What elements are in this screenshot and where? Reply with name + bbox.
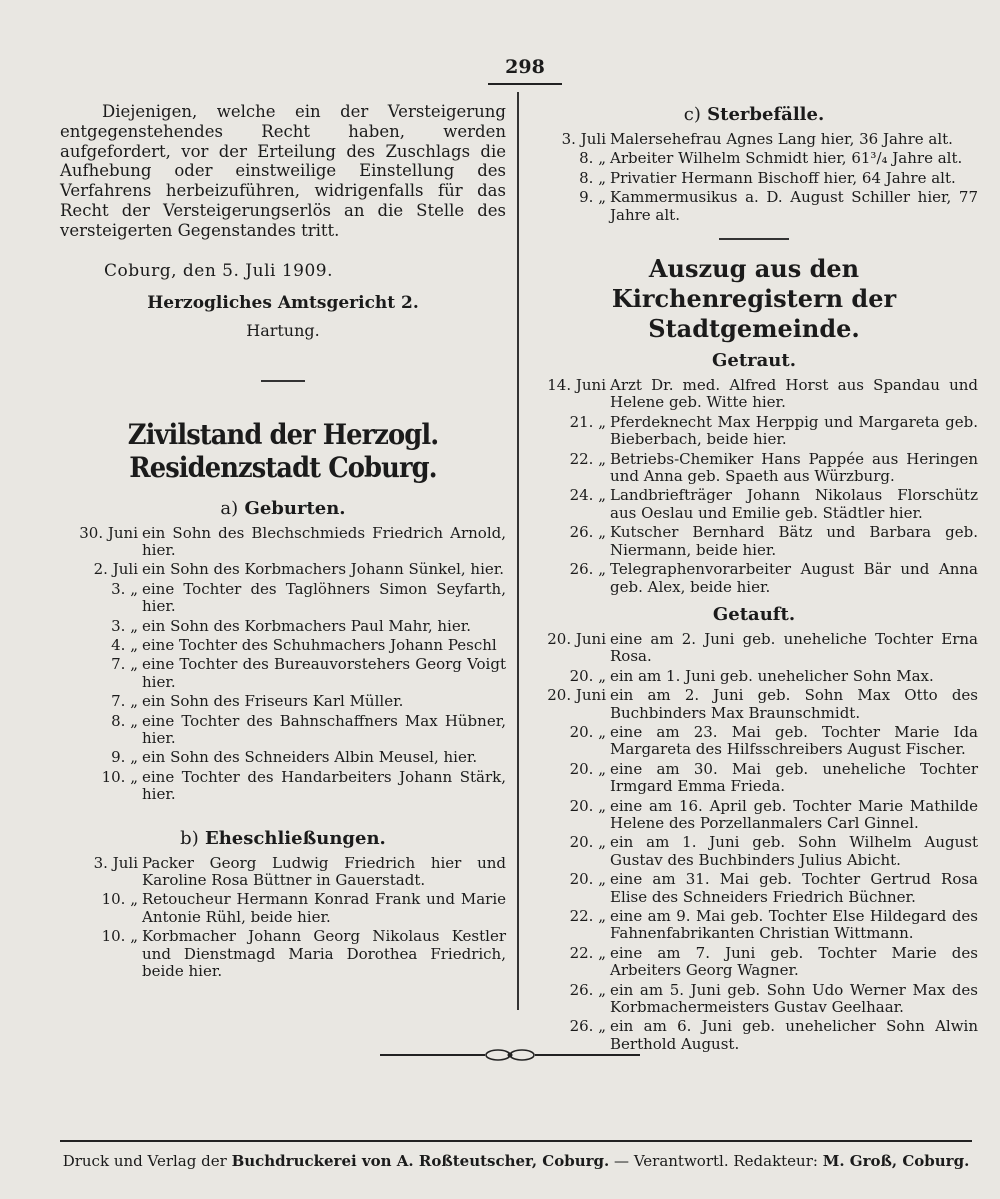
- list-item: [530, 631, 978, 666]
- entry-text: ein Sohn des Korbmachers Johann Sünkel, hier.: [142, 560, 505, 579]
- list-item: [530, 451, 978, 486]
- entry-date: 20. „: [569, 722, 606, 741]
- entry-date: 24. „: [569, 486, 606, 505]
- entry-text: ein Sohn des Korbmachers Paul Mahr, hier.: [142, 616, 472, 635]
- list-item: [530, 377, 978, 412]
- marriages-title: Eheschließungen.: [205, 827, 386, 849]
- entry-date: 22. „: [569, 943, 606, 962]
- entry-date: 10. „: [101, 767, 138, 786]
- list-item: [530, 982, 978, 1017]
- entry-date: 20. Juni: [547, 686, 606, 705]
- entry-date: 30. Juni: [79, 523, 138, 542]
- column-divider: [517, 92, 519, 1010]
- entry-date: 22. „: [569, 449, 606, 468]
- deaths-list: [530, 131, 978, 224]
- entry-date: 20. Juni: [547, 629, 606, 648]
- entry-date: 8. „: [579, 168, 606, 187]
- births-heading: [60, 498, 506, 519]
- imprint-printer: Buchdruckerei von A. Roßteutscher, Coburg.: [231, 1152, 610, 1170]
- entry-date: 20. „: [569, 796, 606, 815]
- right-column: [530, 96, 978, 1055]
- entry-text: Kutscher Bernhard Bätz und Barbara geb. Niermann, beide hier.: [610, 523, 978, 559]
- entry-text: eine am 30. Mai geb. uneheliche Tochter Irmgard Emma Frieda.: [610, 759, 978, 796]
- list-item: [60, 525, 506, 560]
- baptized-list: [530, 631, 978, 1053]
- entry-text: eine Tochter des Handarbeiters Johann Stärk, hier.: [142, 767, 506, 804]
- entry-text: eine Tochter des Bahnschaffners Max Hübner, hier.: [142, 711, 506, 748]
- entry-text: eine Tochter des Bureauvorstehers Georg Voigt hier.: [142, 655, 506, 691]
- list-item: [60, 713, 506, 748]
- births-title: Geburten.: [244, 497, 346, 519]
- entry-date: 9. „: [579, 188, 606, 207]
- entry-date: 7. „: [111, 692, 138, 711]
- entry-text: ein am 1. Juni geb. unehelicher Sohn Max.: [610, 666, 934, 685]
- entry-date: 22. „: [569, 907, 606, 925]
- entry-date: 9. „: [111, 748, 138, 767]
- entry-date: 26. „: [569, 980, 606, 999]
- list-item: [530, 150, 978, 167]
- entry-text: Betriebs-Chemiker Hans Pappée aus Heringen und Anna geb. Spaeth aus Würzburg.: [610, 449, 978, 486]
- list-item: [530, 170, 978, 187]
- entry-text: Packer Georg Ludwig Friedrich hier und Karoline Rosa Büttner in Gauerstadt.: [142, 853, 506, 890]
- entry-date: 20. „: [569, 759, 606, 778]
- page-number: 298: [505, 56, 545, 78]
- deaths-heading: [530, 104, 978, 125]
- section-rule: [261, 380, 305, 382]
- births-list: [60, 525, 506, 804]
- entry-text: Malersehefrau Agnes Lang hier, 36 Jahre alt.: [610, 130, 953, 148]
- entry-text: Landbriefträger Johann Nikolaus Florschütz aus Oeslau und Emilie geb. Städtler hier.: [610, 486, 978, 522]
- list-item: [60, 891, 506, 926]
- list-item: [530, 724, 978, 759]
- entry-date: 7. „: [111, 655, 138, 674]
- list-item: [530, 131, 978, 148]
- entry-date: 3. „: [111, 579, 138, 598]
- entry-text: ein Sohn des Blechschmieds Friedrich Arnold, hier.: [142, 523, 506, 559]
- married-heading: Getraut.: [712, 350, 796, 372]
- civil-registry-heading: Zivilstand der Herzogl. Residenzstadt Coburg.: [127, 417, 439, 484]
- list-item: [530, 668, 978, 685]
- entry-date: 20. „: [569, 666, 606, 685]
- list-item: [60, 656, 506, 691]
- entry-text: eine Tochter des Taglöhners Simon Seyfarth, hier.: [142, 579, 506, 616]
- entry-date: 8. „: [579, 149, 606, 168]
- entry-date: 2. Juli: [93, 560, 138, 579]
- list-item: [530, 524, 978, 559]
- entry-text: Korbmacher Johann Georg Nikolaus Kestler und Dienstmagd Maria Dorothea Friedrich, beide hier.: [142, 927, 506, 981]
- entry-date: 4. „: [111, 636, 138, 655]
- entry-text: Kammermusikus a. D. August Schiller hier, 77 Jahre alt.: [610, 188, 978, 224]
- entry-text: eine am 31. Mai geb. Tochter Gertrud Rosa Elise des Schneiders Friedrich Büchner.: [610, 870, 978, 906]
- entry-text: eine am 7. Juni geb. Tochter Marie des Arbeiters Georg Wagner.: [610, 943, 978, 980]
- entry-text: eine Tochter des Schuhmachers Johann Peschl: [142, 636, 497, 655]
- entry-date: 10. „: [101, 890, 138, 909]
- list-item: [60, 749, 506, 766]
- list-item: [60, 693, 506, 710]
- imprint-editor-label: — Verantwortl. Redakteur:: [614, 1152, 818, 1170]
- footer-rule: [60, 1140, 972, 1142]
- list-item: [60, 928, 506, 980]
- list-item: [60, 769, 506, 804]
- list-item: [530, 414, 978, 449]
- list-item: [60, 855, 506, 890]
- entry-date: 26. „: [569, 1017, 606, 1036]
- marriages-heading: [60, 828, 506, 849]
- list-item: [530, 761, 978, 796]
- entry-text: ein am 1. Juni geb. Sohn Wilhelm August Gustav des Buchbinders Julius Abicht.: [610, 833, 978, 869]
- list-item: [60, 581, 506, 616]
- entry-text: ein am 6. Juni geb. unehelicher Sohn Alwin Berthold August.: [610, 1017, 978, 1053]
- entry-date: 21. „: [569, 412, 606, 431]
- entry-text: Privatier Hermann Bischoff hier, 64 Jahre alt.: [610, 168, 956, 187]
- entry-date: 20. „: [569, 870, 606, 889]
- list-item: [530, 189, 978, 224]
- section-rule: [719, 238, 789, 240]
- list-item: [60, 637, 506, 654]
- imprint-editor: M. Groß, Coburg.: [822, 1152, 970, 1170]
- list-item: [530, 834, 978, 869]
- entry-text: eine am 9. Mai geb. Tochter Else Hildegard des Fahnenfabrikanten Christian Wittmann.: [610, 907, 978, 943]
- signature: Hartung.: [246, 320, 320, 340]
- imprint: [60, 1152, 972, 1170]
- entry-text: ein Sohn des Friseurs Karl Müller.: [142, 692, 404, 711]
- entry-text: Arbeiter Wilhelm Schmidt hier, 61³/₄ Jahre alt.: [610, 149, 963, 168]
- entry-date: 8. „: [111, 711, 138, 730]
- list-item: [60, 618, 506, 635]
- entry-text: Pferdeknecht Max Herppig und Margareta geb. Bieberbach, beide hier.: [610, 412, 978, 449]
- entry-date: 26. „: [569, 560, 606, 579]
- entry-text: Retoucheur Hermann Konrad Frank und Marie Antonie Rühl, beide hier.: [142, 890, 506, 926]
- entry-text: ein am 5. Juni geb. Sohn Udo Werner Max des Korbmachermeisters Gustav Geelhaar.: [610, 980, 978, 1017]
- married-list: [530, 377, 978, 596]
- entry-text: Telegraphenvorarbeiter August Bär und Anna geb. Alex, beide hier.: [610, 560, 978, 596]
- entry-date: 10. „: [101, 927, 138, 946]
- baptized-heading: Getauft.: [712, 603, 796, 625]
- deaths-letter: c): [683, 104, 701, 125]
- entry-date: 26. „: [569, 523, 606, 542]
- entry-date: 3. Juli: [93, 853, 138, 872]
- entry-text: eine am 23. Mai geb. Tochter Marie Ida Margareta des Hilfsschreibers August Fischer.: [610, 722, 978, 759]
- marriages-list: [60, 855, 506, 981]
- list-item: [530, 871, 978, 906]
- entry-date: 3. „: [111, 616, 138, 635]
- page-number-rule: [488, 83, 562, 85]
- court-name: Herzogliches Amtsgericht 2.: [147, 292, 419, 313]
- auction-notice-paragraph: Diejenigen, welche ein der Versteigerung entgegenstehendes Recht haben, werden aufgefordert, vor der Erteilung des Zuschlags die Aufhebung oder einstweilige Einstellung des Verfahrens herbeizuführen, widrigenfalls für das Recht der Versteigerungserlös an die Stelle des versteigerten Gegenstandes tritt.: [60, 102, 506, 240]
- imprint-lead: Druck und Verlag der: [62, 1152, 227, 1170]
- list-item: [60, 561, 506, 578]
- list-item: [530, 908, 978, 943]
- entry-text: ein Sohn des Schneiders Albin Meusel, hier.: [142, 748, 478, 767]
- entry-date: 20. „: [569, 833, 606, 852]
- list-item: [530, 798, 978, 833]
- ornament-divider: [380, 1042, 640, 1068]
- deaths-title: Sterbefälle.: [707, 104, 825, 125]
- place-date: Coburg, den 5. Juli 1909.: [104, 260, 334, 281]
- entry-text: Arzt Dr. med. Alfred Horst aus Spandau und Helene geb. Witte hier.: [610, 376, 978, 412]
- marriages-letter: b): [180, 827, 199, 849]
- list-item: [530, 561, 978, 596]
- list-item: [530, 687, 978, 722]
- entry-date: 3. Juli: [561, 130, 606, 148]
- births-letter: a): [220, 497, 239, 519]
- church-registry-heading: Auszug aus den Kirchenregistern der Stadtgemeinde.: [611, 254, 897, 344]
- entry-text: eine am 16. April geb. Tochter Marie Mathilde Helene des Porzellanmalers Carl Ginnel.: [610, 796, 978, 832]
- entry-text: ein am 2. Juni geb. Sohn Max Otto des Buchbinders Max Braunschmidt.: [610, 686, 978, 722]
- left-column: [60, 96, 506, 983]
- list-item: [530, 487, 978, 522]
- entry-text: eine am 2. Juni geb. uneheliche Tochter Erna Rosa.: [610, 629, 978, 666]
- entry-date: 14. Juni: [547, 376, 606, 395]
- list-item: [530, 945, 978, 980]
